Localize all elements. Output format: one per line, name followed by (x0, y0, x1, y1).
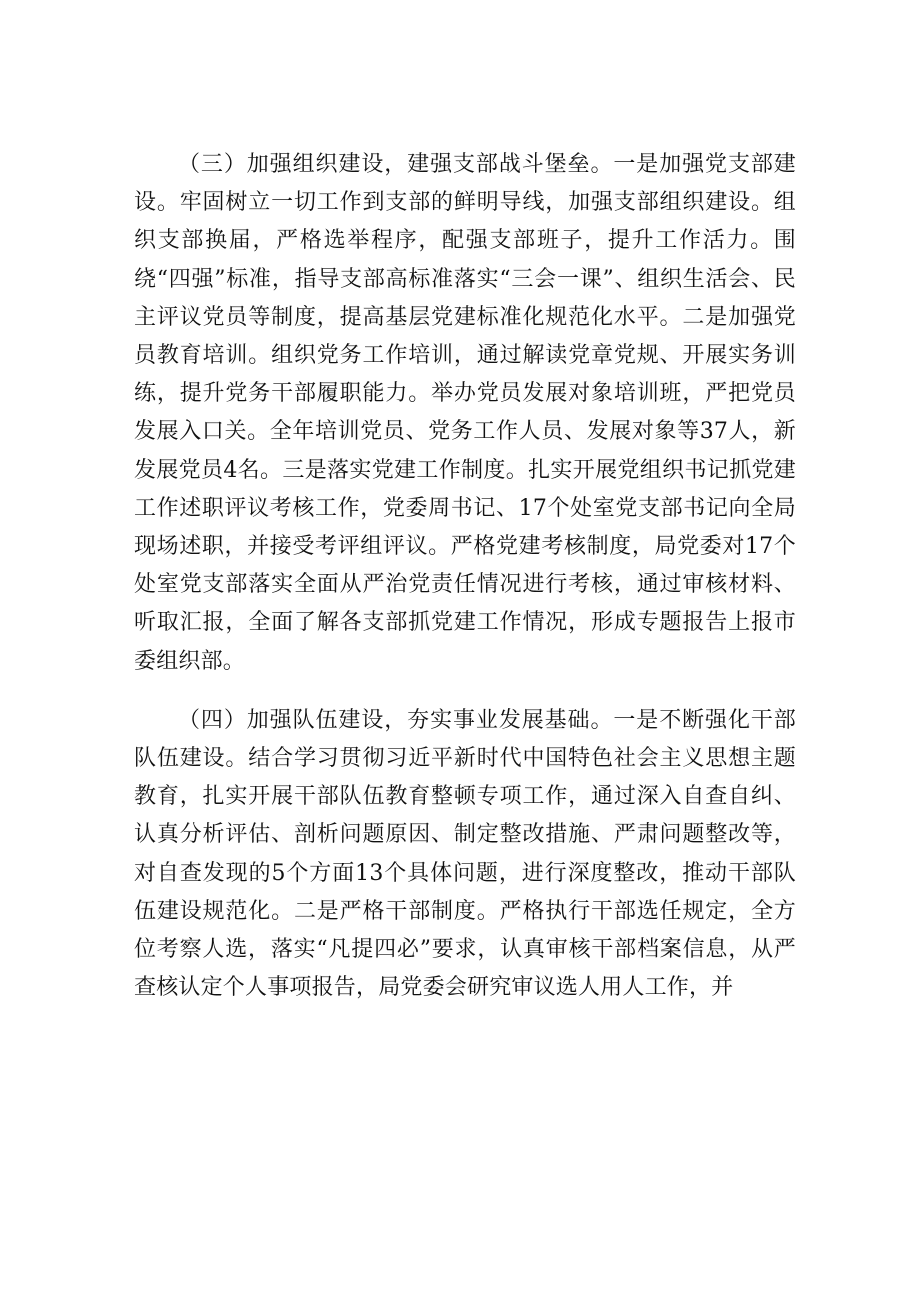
document-body (134, 146, 796, 1007)
paragraph-organization-building: （三）加强组织建设，建强支部战斗堡垒。一是加强党支部建设。牢固树立一切工作到支部的鲜明导线，加强支部组织建设。组织支部换届，严格选举程序，配强支部班子，提升工作活力。围绕“四强”标准，指导支部高标准落实“三会一课”、组织生活会、民主评议党员等制度，提高基层党建标准化规范化水平。二是加强党员教育培训。组织党务工作培训，通过解读党章党规、开展实务训练，提升党务干部履职能力。举办党员发展对象培训班，严把党员发展入口关。全年培训党员、党务工作人员、发展对象等37人，新发展党员4名。三是落实党建工作制度。扎实开展党组织书记抓党建工作述职评议考核工作，党委周书记、17个处室党支部书记向全局现场述职，并接受考评组评议。严格党建考核制度，局党委对17个处室党支部落实全面从严治党责任情况进行考核，通过审核材料、听取汇报，全面了解各支部抓党建工作情况，形成专题报告上报市委组织部。 (134, 152, 796, 674)
paragraph-team-building: （四）加强队伍建设，夯实事业发展基础。一是不断强化干部队伍建设。结合学习贯彻习近平新时代中国特色社会主义思想主题教育，扎实开展干部队伍教育整顿专项工作，通过深入自查自纠、认真分析评估、剖析问题原因、制定整改措施、严肃问题整改等，对自查发现的5个方面13个具体问题，进行深度整改，推动干部队伍建设规范化。二是严格干部制度。严格执行干部选任规定，全方位考察人选，落实“凡提四必”要求，认真审核干部档案信息，从严查核认定个人事项报告，局党委会研究审议选人用人工作，并 (134, 707, 796, 1001)
